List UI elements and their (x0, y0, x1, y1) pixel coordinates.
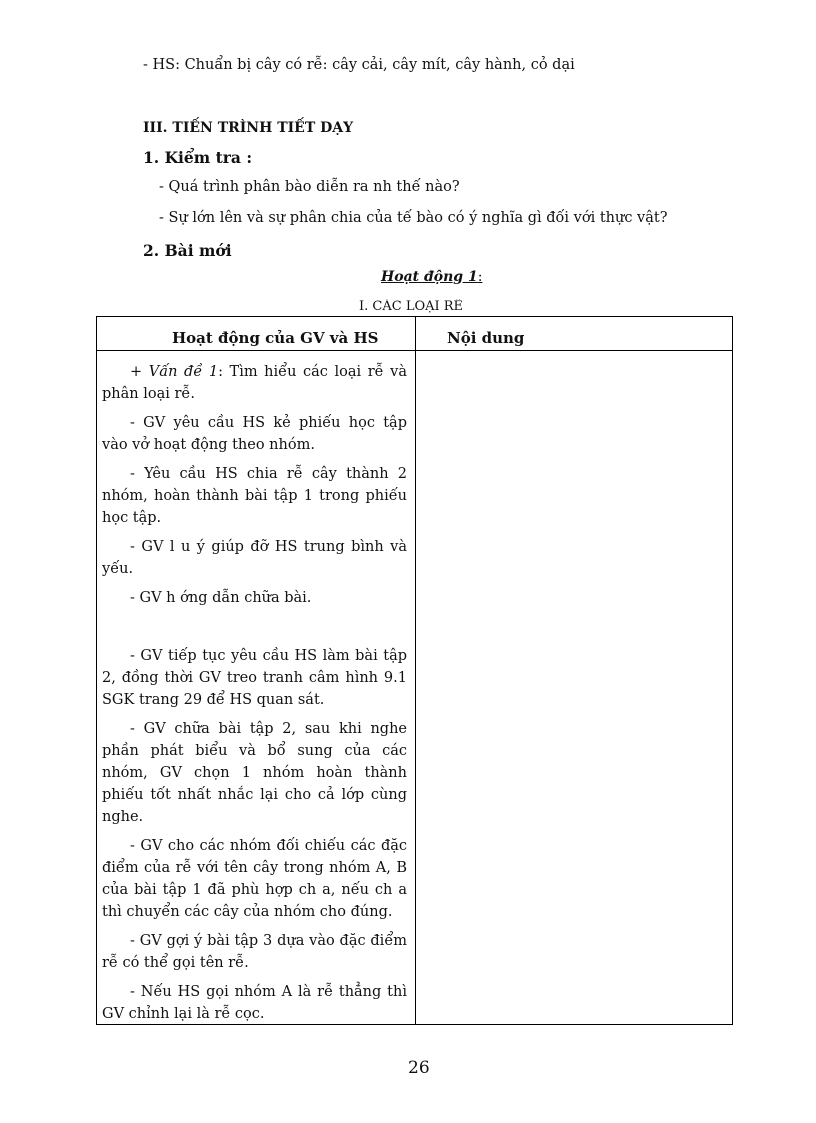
activity-paragraph: - Yêu cầu HS chia rễ cây thành 2 nhóm, hoàn thành bài tập 1 trong phiếu học tập. (102, 466, 407, 526)
page-number: 26 (408, 1058, 430, 1078)
column-divider (415, 317, 416, 1024)
check-question-2: - Sự lớn lên và sự phân chia của tế bào có ý nghĩa gì đối với thực vật? (159, 210, 668, 226)
activity-paragraph: - GV tiếp tục yêu cầu HS làm bài tập 2, đồng thời GV treo tranh câm hình 9.1 SGK trang 29 để HS quan sát. (102, 648, 407, 708)
activity-colon: : (477, 269, 483, 285)
preparation-line: - HS: Chuẩn bị cây có rễ: cây cải, cây mít, cây hành, cỏ dại (143, 57, 575, 73)
activity-paragraph: - GV chữa bài tập 2, sau khi nghe phần phát biểu và bổ sung của các nhóm, GV chọn 1 nhóm hoàn thành phiếu tốt nhất nhắc lại cho cả lớp cùng nghe. (102, 721, 407, 825)
problem-label: Vấn đề 1 (148, 364, 219, 380)
activity-paragraph: - Nếu HS gọi nhóm A là rễ thẳng thì GV chỉnh lại là rễ cọc. (102, 984, 407, 1022)
activity-paragraph: - GV yêu cầu HS kẻ phiếu học tập vào vở hoạt động theo nhóm. (102, 415, 407, 453)
activity-title (381, 269, 482, 285)
section-heading: III. TIẾN TRÌNH TIẾT DẠY (143, 120, 354, 136)
activity-table (96, 316, 733, 1025)
activity-title-text: Hoạt động 1 (381, 269, 478, 285)
activity-paragraph: - GV l u ý giúp đỡ HS trung bình và yếu. (102, 539, 407, 577)
subsection-title: I. CÁC LOẠI RỄ (359, 299, 464, 314)
check-title: 1. Kiểm tra : (143, 148, 253, 167)
new-lesson-title: 2. Bài mới (143, 241, 232, 260)
activity-paragraph: - GV gợi ý bài tập 3 dựa vào đặc điểm rễ có thể gọi tên rễ. (102, 933, 407, 971)
activity-paragraph: - GV cho các nhóm đối chiếu các đặc điểm của rễ với tên cây trong nhóm A, B của bài tập 1 đã phù hợp ch a, nếu ch a thì chuyển các cây của nhóm cho đúng. (102, 838, 407, 920)
check-question-1: - Quá trình phân bào diễn ra nh thế nào? (159, 179, 460, 195)
blank-spacer (102, 616, 407, 638)
activity-column (102, 361, 407, 1032)
col2-header: Nội dung (447, 329, 525, 347)
problem-paragraph: + Vấn đề 1: Tìm hiểu các loại rễ và phân loại rễ. (102, 364, 408, 402)
problem-text: : Tìm hiểu các loại rễ và phân loại rễ. (102, 364, 408, 402)
header-divider (97, 350, 732, 351)
col1-header: Hoạt động của GV và HS (172, 329, 379, 347)
activity-paragraph: - GV h ớng dẫn chữa bài. (130, 590, 312, 606)
